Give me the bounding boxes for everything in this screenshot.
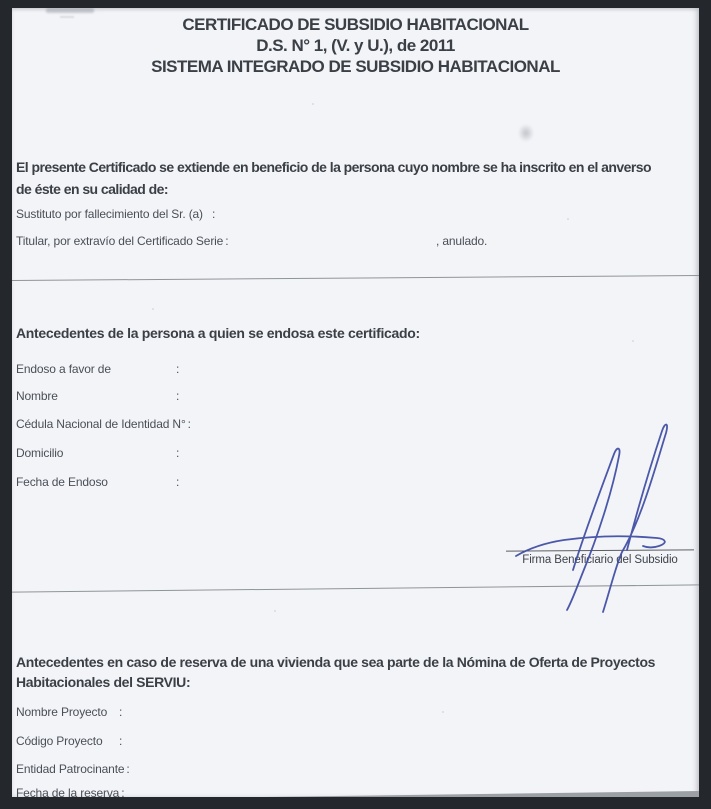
reserva-section-heading <box>16 653 655 692</box>
field-row-entidad-patrocinante <box>16 762 176 776</box>
title-line-2: D.S. N° 1, (V. y U.), de 2011 <box>256 36 455 55</box>
signature-caption: Firma Beneficiario del Subsidio <box>522 554 678 566</box>
scan-speck <box>632 340 634 342</box>
field-row-fecha-endoso <box>16 475 225 489</box>
field-colon: : <box>176 362 180 376</box>
field-row-domicilio <box>16 446 225 460</box>
field-colon: : <box>119 734 123 748</box>
field-row-nombre-proyecto <box>16 705 168 719</box>
field-label: Fecha de Endoso <box>16 475 108 489</box>
field-colon: : <box>121 786 125 797</box>
intro-paragraph-line: de éste en su calidad de: <box>16 181 168 197</box>
field-row-sustituto <box>16 207 261 221</box>
scan-bleed-artifact <box>46 8 94 13</box>
field-colon: : <box>187 417 191 431</box>
field-label: Sustituto por fallecimiento del Sr. (a) <box>16 207 203 221</box>
field-colon: : <box>212 207 216 221</box>
field-label: Entidad Patrocinante <box>16 762 125 776</box>
document-title <box>12 14 699 77</box>
field-row-nombre <box>16 389 225 403</box>
signature-handwriting <box>452 413 699 628</box>
field-label: Código Proyecto <box>16 734 103 748</box>
scan-speck <box>312 103 314 105</box>
field-colon: : <box>126 762 130 776</box>
field-label: Domicilio <box>16 446 64 460</box>
field-colon: : <box>225 234 229 248</box>
reserva-heading-line: Habitacionales del SERVIU: <box>16 673 191 690</box>
field-label: Nombre Proyecto <box>16 705 108 719</box>
field-label: Cédula Nacional de Identidad N° <box>16 417 186 431</box>
section-divider <box>12 275 699 281</box>
title-line-1: CERTIFICADO DE SUBSIDIO HABITACIONAL <box>182 15 529 34</box>
intro-paragraph <box>16 156 699 200</box>
scan-speck <box>442 711 444 713</box>
certificate-paper <box>12 8 699 797</box>
scan-speck <box>152 308 154 310</box>
anulado-suffix: , anulado. <box>436 234 488 248</box>
field-colon: : <box>176 446 180 460</box>
reserva-heading-line: Antecedentes en caso de reserva de una vivienda que sea parte de la Nómina de Oferta de Proyectos <box>16 654 656 670</box>
field-row-codigo-proyecto <box>16 734 168 748</box>
title-line-3: SISTEMA INTEGRADO DE SUBSIDIO HABITACIONAL <box>151 57 560 76</box>
field-row-endoso-favor <box>16 362 225 376</box>
field-label: Titular, por extravío del Certificado Serie <box>16 234 224 248</box>
field-row-fecha-reserva <box>16 786 170 797</box>
scan-edge-strip <box>262 791 699 797</box>
intro-paragraph-line: El presente Certificado se extiende en beneficio de la persona cuyo nombre se ha inscrito en el anverso <box>16 159 652 175</box>
endoso-section-heading: Antecedentes de la persona a quien se endosa este certificado: <box>16 325 420 341</box>
field-label: Nombre <box>16 389 58 403</box>
field-label: Fecha de la reserva <box>16 786 120 797</box>
scan-speck <box>567 218 569 220</box>
field-colon: : <box>176 389 180 403</box>
field-colon: : <box>119 705 123 719</box>
field-colon: : <box>176 475 180 489</box>
field-row-titular <box>16 234 274 248</box>
scan-smudge-artifact <box>518 124 534 142</box>
field-label: Endoso a favor de <box>16 362 111 376</box>
scan-speck <box>274 610 276 612</box>
field-row-cedula <box>16 417 237 431</box>
